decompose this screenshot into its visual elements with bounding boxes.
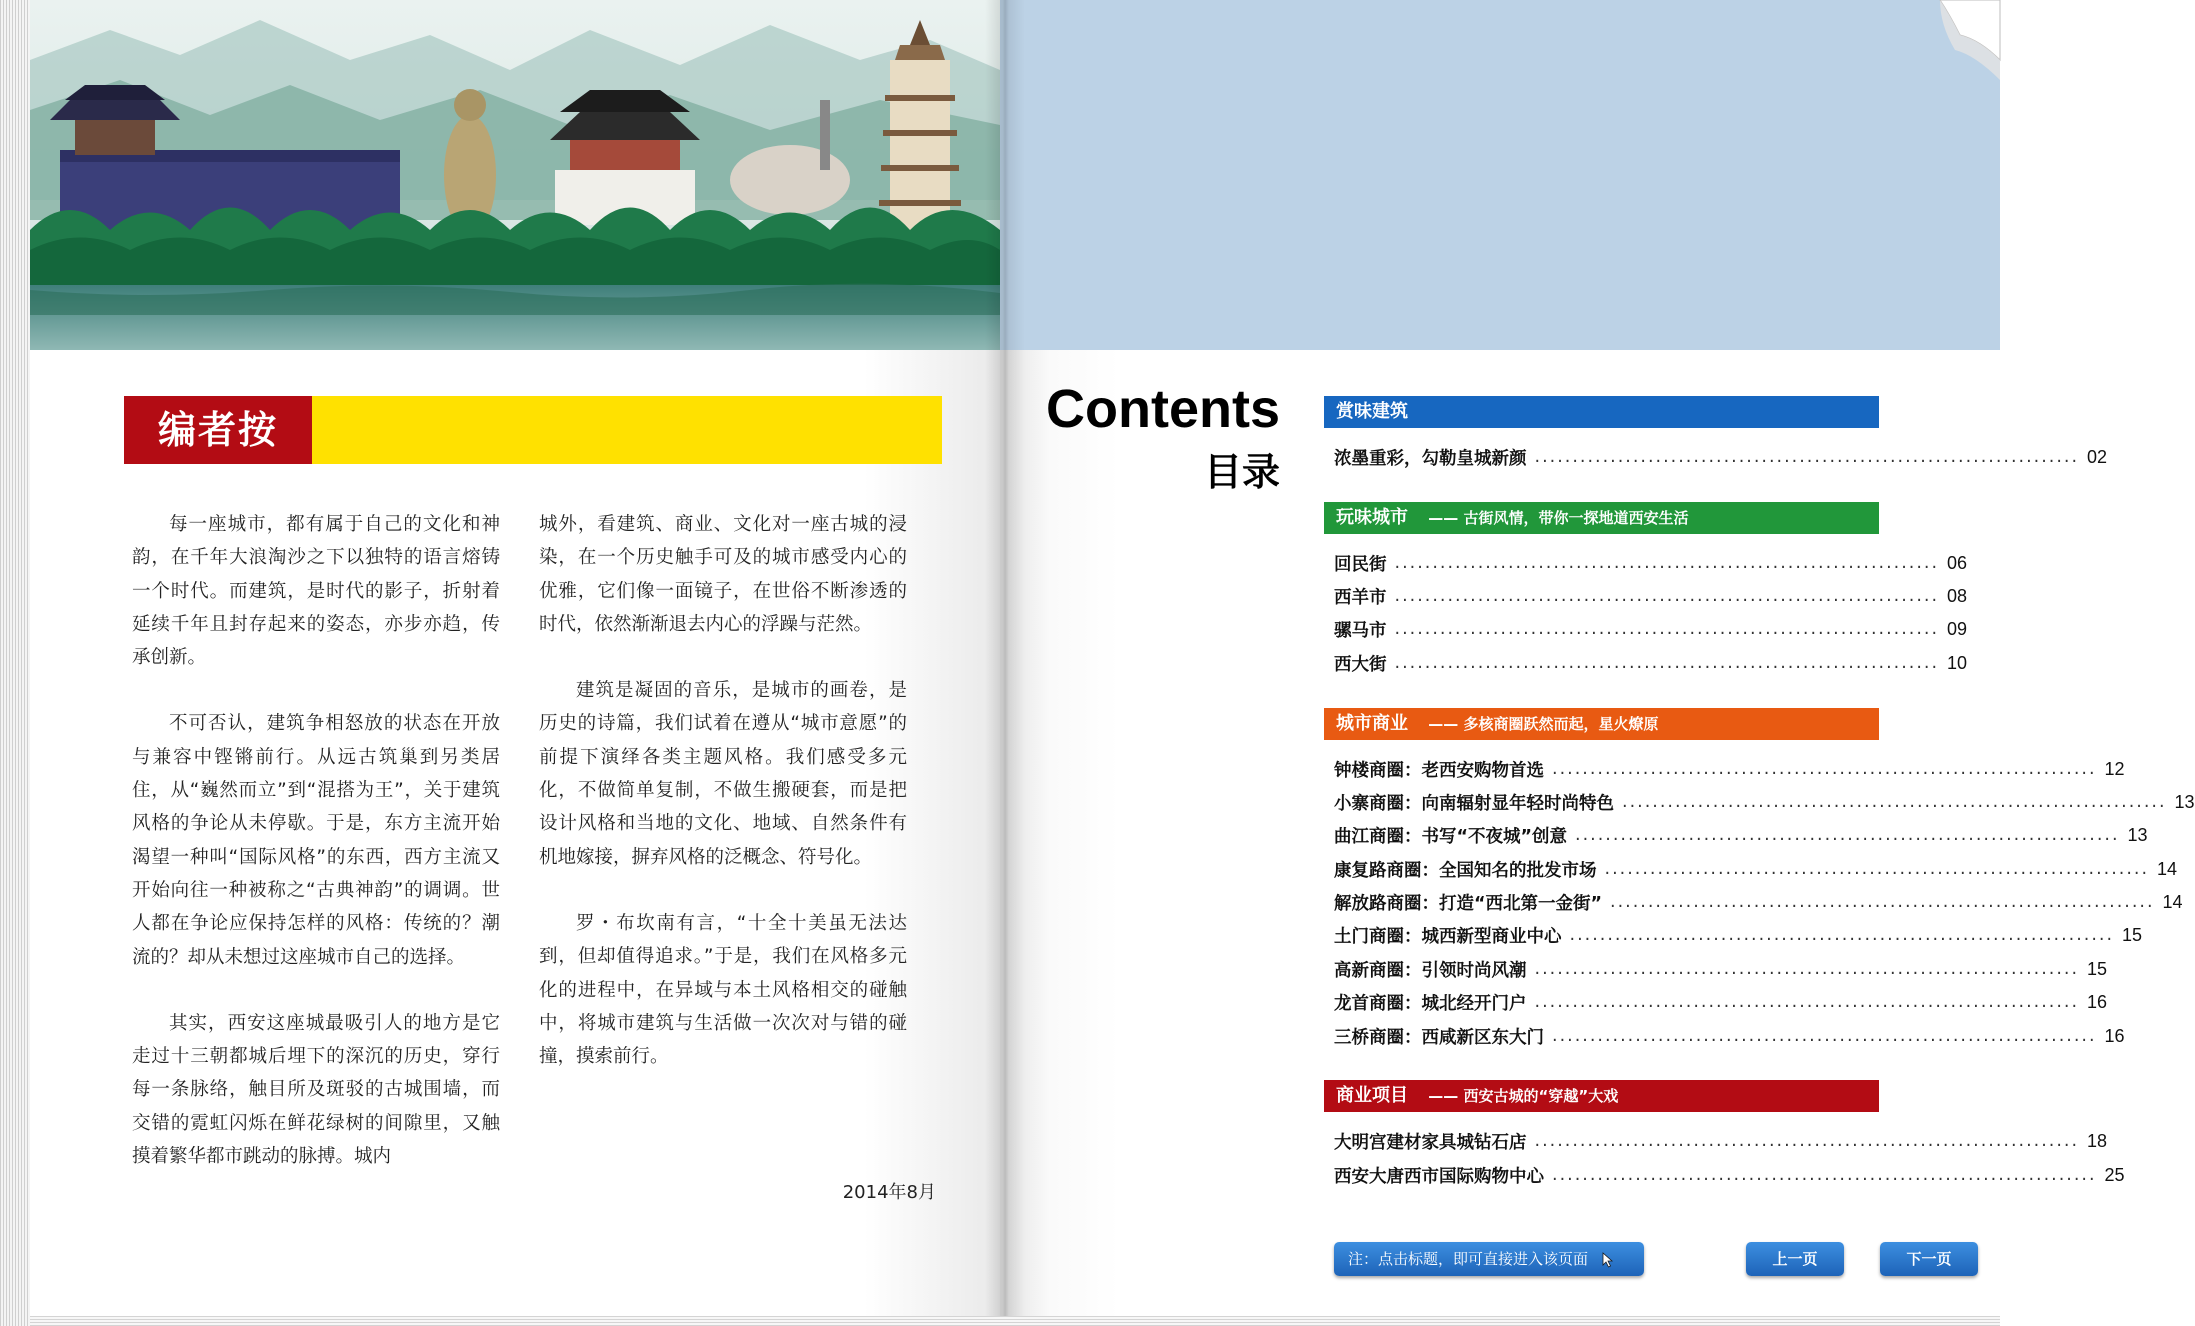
toc-leader-dots: ........................................................................ (1394, 553, 1940, 573)
article-paragraph: 每一座城市，都有属于自己的文化和神韵，在千年大浪淘沙之下以独特的语言熔铸一个时代。而建筑，是时代的影子，折射着延续千年且封存起来的姿态，亦步亦趋，传承创新。 (132, 514, 500, 669)
toc-item[interactable] (1334, 550, 1968, 576)
section-title: 城市商业 (1336, 713, 1408, 734)
toc-item-title: 土门商圈：城西新型商业中心 (1334, 926, 1562, 947)
toc-item-page: 15 (2122, 924, 2143, 945)
right-page (1000, 0, 2195, 1316)
article-paragraph: 城外，看建筑、商业、文化对一座古城的浸染，在一个历史触手可及的城市感受内心的优雅，它们像一面镜子，在世俗不断渗透的时代，依然渐渐退去内心的浮躁与茫然。 (539, 514, 907, 635)
toc-item[interactable] (1334, 583, 1968, 609)
section-title: 赏味建筑 (1336, 401, 1408, 422)
section-title: 玩味城市 (1336, 507, 1408, 528)
article-column-2 (539, 508, 907, 1106)
hint-text: 注：点击标题，即可直接进入该页面 (1348, 1250, 1589, 1268)
toc-leader-dots: ........................................................................ (1604, 859, 2150, 879)
toc-item-page: 15 (2087, 958, 2108, 979)
toc-item-title: 西大街 (1334, 654, 1387, 675)
page-stack-edge-bottom (30, 1316, 2000, 1326)
toc-leader-dots: ........................................................................ (1552, 1165, 2097, 1185)
article-paragraph: 建筑是凝固的音乐，是城市的画卷，是历史的诗篇，我们试着在遵从“城市意愿”的前提下演绎各类主题风格。我们感受多元化，不做简单复制，不做生搬硬套，而是把设计风格和当地的文化、地域、自然条件有机地嫁接，摒弃风格的泛概念、符号化。 (539, 680, 907, 868)
toc-item-title: 高新商圈：引领时尚风潮 (1334, 960, 1527, 981)
toc-item[interactable] (1334, 650, 1968, 676)
toc-item-title: 康复路商圈：全国知名的批发市场 (1334, 860, 1597, 881)
toc-item[interactable] (1334, 1023, 2125, 1049)
toc-item-title: 曲江商圈：书写“不夜城”创意 (1334, 826, 1568, 847)
toc-item-page: 12 (2104, 758, 2125, 779)
article-date: 2014年8月 (842, 1182, 936, 1203)
toc-item[interactable] (1334, 1162, 2125, 1188)
prev-page-button[interactable]: 上一页 (1746, 1242, 1844, 1276)
toc-item-title: 回民街 (1334, 554, 1387, 575)
xian-landmarks-banner (30, 0, 1000, 350)
toc-item-page: 10 (1947, 652, 1968, 673)
toc-item[interactable] (1334, 956, 2108, 982)
toc-item-page: 16 (2087, 991, 2108, 1012)
toc-item-page: 16 (2104, 1025, 2125, 1046)
toc-item[interactable] (1334, 444, 2108, 470)
toc-leader-dots: ........................................................................ (1394, 586, 1940, 606)
toc-section-architecture[interactable] (1324, 396, 1879, 428)
toc-leader-dots: ........................................................................ (1534, 992, 2080, 1012)
toc-leader-dots: ........................................................................ (1622, 792, 2167, 812)
section-tagline: —— 古街风情，带你一探地道西安生活 (1428, 509, 1689, 527)
toc-leader-dots: ........................................................................ (1552, 1026, 2097, 1046)
article-paragraph: 其实，西安这座城最吸引人的地方是它走过十三朝都城后埋下的深沉的历史，穿行每一条脉络，触目所及斑驳的古城围墙，而交错的霓虹闪烁在鲜花绿树的间隙里，又触摸着繁华都市跳动的脉搏。城内 (132, 1012, 500, 1168)
left-page (30, 0, 1000, 1316)
toc-item-page: 18 (2087, 1130, 2108, 1151)
article-paragraph: 不可否认，建筑争相怒放的状态在开放与兼容中铿锵前行。从远古筑巢到另类居住，从“巍然而立”到“混搭为王”，关于建筑风格的争论从未停歇。于是，东方主流开始渴望一种叫“国际风格”的东西，西方主流又开始向往一种被称之“古典神韵”的调调。世人都在争论应保持怎样的风格：传统的？潮流的？却从未想过这座城市自己的选择。 (132, 713, 500, 968)
contents-subtitle: 目录 (1203, 450, 1280, 494)
toc-item-page: 14 (2157, 858, 2178, 879)
toc-item[interactable] (1334, 756, 2125, 782)
toc-leader-dots: ........................................................................ (1552, 759, 2097, 779)
toc-item-page: 25 (2104, 1164, 2125, 1185)
toc-item-title: 浓墨重彩，勾勒皇城新颜 (1334, 448, 1527, 469)
toc-item-title: 大明宫建材家具城钻石店 (1334, 1132, 1527, 1153)
toc-item-page: 02 (2087, 446, 2108, 467)
editor-note-header (124, 396, 942, 464)
toc-item[interactable] (1334, 922, 2143, 948)
toc-item[interactable] (1334, 1128, 2108, 1154)
page-curl-icon[interactable] (1920, 0, 2000, 80)
toc-item-title: 骡马市 (1334, 620, 1387, 641)
contents-title: Contents (1046, 379, 1280, 439)
toc-item[interactable] (1334, 822, 2148, 848)
toc-section-commerce[interactable] (1324, 708, 1879, 740)
toc-leader-dots: ........................................................................ (1534, 1131, 2080, 1151)
toc-leader-dots: ........................................................................ (1569, 925, 2115, 945)
toc-item-title: 小寨商圈：向南辐射显年轻时尚特色 (1334, 793, 1614, 814)
editor-note-title: 编者按 (124, 396, 312, 464)
toc-item-page: 13 (2174, 791, 2195, 812)
toc-item[interactable] (1334, 616, 1968, 642)
article-column-1 (132, 508, 500, 1206)
article-paragraph: 罗・布坎南有言，“十全十美虽无法达到，但却值得追求。”于是，我们在风格多元化的进程中，在异域与本土风格相交的碰触中，将城市建筑与生活做一次次对与错的碰撞，摸索前行。 (539, 912, 907, 1068)
toc-leader-dots: ........................................................................ (1575, 825, 2120, 845)
toc-leader-dots: ........................................................................ (1610, 892, 2155, 912)
book-gutter-shadow (985, 0, 1025, 1316)
toc-item-page: 14 (2162, 891, 2183, 912)
toc-item-page: 08 (1947, 585, 1968, 606)
toc-item[interactable] (1334, 789, 2195, 815)
toc-item[interactable] (1334, 856, 2178, 882)
toc-item-title: 西安大唐西市国际购物中心 (1334, 1166, 1544, 1187)
toc-leader-dots: ........................................................................ (1534, 447, 2080, 467)
toc-section-projects[interactable] (1324, 1080, 1879, 1112)
toc-section-city[interactable] (1324, 502, 1879, 534)
toc-item[interactable] (1334, 989, 2108, 1015)
toc-item[interactable] (1334, 889, 2183, 915)
toc-item-title: 西羊市 (1334, 587, 1387, 608)
section-tagline: —— 西安古城的“穿越”大戏 (1428, 1087, 1619, 1105)
section-tagline: —— 多核商圈跃然而起，星火燎原 (1428, 715, 1659, 733)
toc-item-title: 龙首商圈：城北经开门户 (1334, 993, 1527, 1014)
toc-leader-dots: ........................................................................ (1534, 959, 2080, 979)
sky-banner (1000, 0, 2000, 350)
toc-leader-dots: ........................................................................ (1394, 653, 1940, 673)
section-title: 商业项目 (1336, 1085, 1408, 1106)
page-stack-edge-left (0, 0, 30, 1326)
toc-item-page: 09 (1947, 618, 1968, 639)
toc-item-page: 06 (1947, 552, 1968, 573)
toc-item-title: 钟楼商圈：老西安购物首选 (1334, 760, 1544, 781)
toc-item-title: 三桥商圈：西咸新区东大门 (1334, 1027, 1544, 1048)
toc-item-title: 解放路商圈：打造“西北第一金街” (1334, 893, 1603, 914)
toc-leader-dots: ........................................................................ (1394, 619, 1940, 639)
next-page-button[interactable]: 下一页 (1880, 1242, 1978, 1276)
toc-item-page: 13 (2127, 824, 2148, 845)
cursor-arrow-icon (1601, 1252, 1615, 1268)
hint-button[interactable] (1334, 1242, 1644, 1276)
